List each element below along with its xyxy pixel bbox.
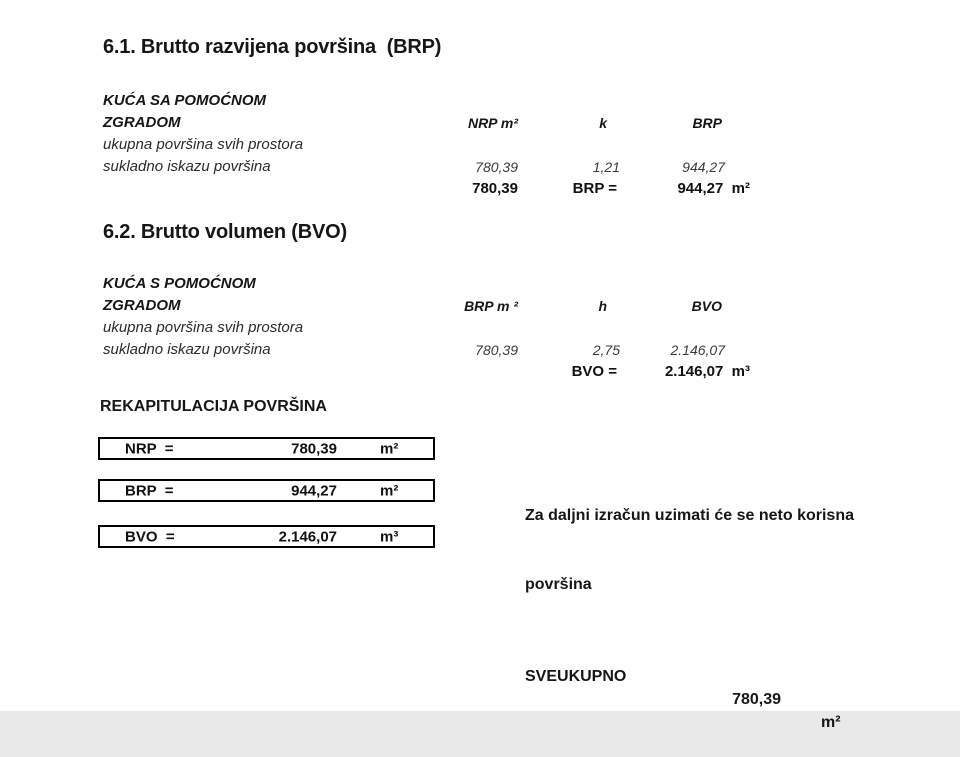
- bvo-entity-line1: KUĆA S POMOĆNOM: [103, 275, 256, 292]
- bvo-value-brp: 780,39: [475, 342, 518, 358]
- note-line1: Za daljni izračun uzimati će se neto korisna: [525, 507, 854, 524]
- bvo-value-bvo: 2.146,07: [670, 342, 725, 358]
- recap-nrp-value: 780,39: [291, 440, 337, 457]
- recap-bvo-value: 2.146,07: [278, 528, 337, 545]
- bvo-value-h: 2,75: [592, 342, 620, 358]
- recap-row-nrp: [98, 437, 435, 460]
- bvo-table: [103, 273, 755, 383]
- recap-row-brp: [98, 479, 435, 502]
- brp-value-brp: 944,27: [682, 159, 725, 175]
- bvo-values-row: [103, 339, 755, 361]
- bvo-entity-row-1: [103, 273, 755, 295]
- recap-bvo-unit: m³: [380, 528, 399, 545]
- recap-nrp-label: NRP =: [125, 440, 174, 457]
- brp-desc-line1: ukupna površina svih prostora: [103, 136, 304, 153]
- recap-bvo-label: BVO =: [125, 528, 175, 545]
- note-line2: površina: [525, 576, 592, 593]
- bvo-col-header-bvo: BVO: [691, 298, 722, 314]
- bvo-entity-line2: ZGRADOM: [103, 297, 181, 314]
- brp-total-result: 944,27 m²: [677, 180, 750, 197]
- note-total-value: 780,39: [732, 691, 781, 708]
- recap-brp-value: 944,27: [291, 482, 337, 499]
- brp-entity-line1: KUĆA SA POMOĆNOM: [103, 92, 267, 109]
- brp-total-label: BRP =: [572, 180, 617, 197]
- section-bvo-heading: 6.2. Brutto volumen (BVO): [103, 221, 347, 243]
- brp-value-nrp: 780,39: [475, 159, 518, 175]
- bvo-col-header-brp: BRP m ²: [464, 298, 518, 314]
- brp-entity-row-1: [103, 90, 755, 112]
- note-total-label: SVEUKUPNO: [525, 668, 627, 685]
- brp-total-row: [103, 178, 755, 200]
- note-total-unit: m²: [821, 714, 841, 731]
- brp-total-nrp: 780,39: [472, 180, 518, 197]
- bvo-desc-line2: sukladno iskazu površina: [103, 341, 271, 358]
- bvo-header-row: [103, 295, 755, 317]
- brp-col-header-k: k: [599, 115, 607, 131]
- brp-col-header-nrp: NRP m²: [467, 115, 518, 131]
- brp-desc-line2: sukladno iskazu površina: [103, 158, 271, 175]
- recap-brp-unit: m²: [380, 482, 399, 499]
- recap-heading: REKAPITULACIJA POVRŠINA: [100, 398, 327, 415]
- bvo-desc-line1: ukupna površina svih prostora: [103, 319, 304, 336]
- note-block: [525, 458, 857, 731]
- brp-values-row: [103, 156, 755, 178]
- brp-value-k: 1,21: [592, 159, 620, 175]
- brp-table: [103, 90, 755, 200]
- recap-row-bvo: [98, 525, 435, 548]
- bvo-total-row: [103, 361, 755, 383]
- section-brp-heading: 6.1. Brutto razvijena površina (BRP): [103, 36, 442, 58]
- brp-desc-row-1: [103, 134, 755, 156]
- brp-col-header-brp: BRP: [692, 115, 722, 131]
- note-total-row: [525, 642, 857, 731]
- bvo-col-header-h: h: [598, 298, 607, 314]
- recap-nrp-unit: m²: [380, 440, 399, 457]
- bvo-desc-row-1: [103, 317, 755, 339]
- bvo-total-label: BVO =: [571, 363, 617, 380]
- brp-entity-line2: ZGRADOM: [103, 114, 181, 131]
- brp-header-row: [103, 112, 755, 134]
- recap-brp-label: BRP =: [125, 482, 174, 499]
- bvo-total-result: 2.146,07 m³: [664, 363, 750, 380]
